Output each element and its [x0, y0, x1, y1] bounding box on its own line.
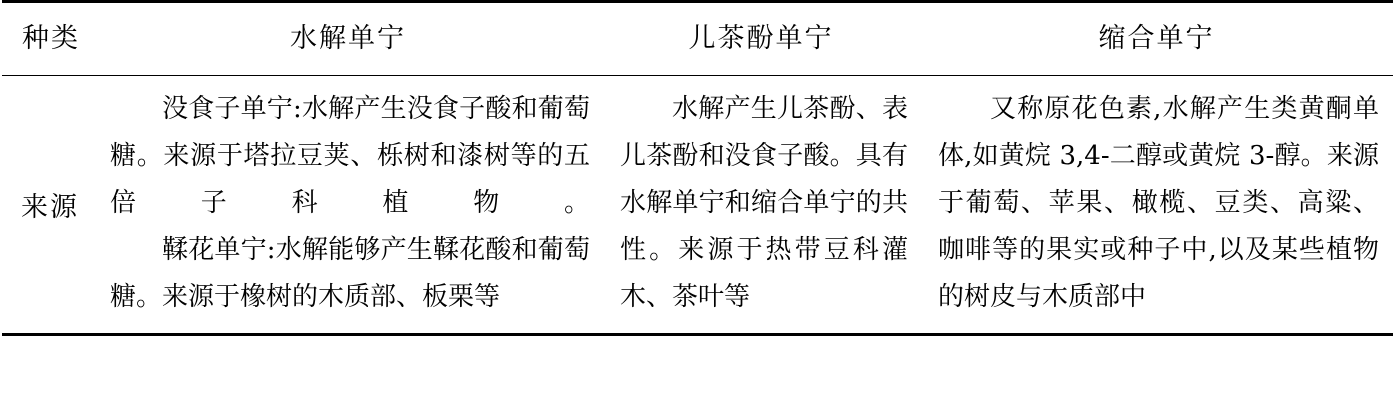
cell-hydrolyzable-source [94, 76, 602, 335]
tannin-comparison-table [2, 0, 1393, 336]
paragraph-catechol: 水解产生儿茶酚、表儿茶酚和没食子酸。具有水解单宁和缩合单宁的共性。来源于热带豆科灌木、茶叶等 [620, 94, 908, 312]
header-label-hydrolyzable: 水解单宁 [290, 23, 406, 54]
header-cell-kind [2, 2, 94, 76]
table-header-row [2, 2, 1393, 76]
paragraph-gallotannin: 没食子单宁:水解产生没食子酸和葡萄糖。来源于塔拉豆荚、栎树和漆树等的五倍子科植物。 [110, 94, 590, 218]
header-cell-catechol [602, 2, 920, 76]
table-row-source [2, 76, 1393, 335]
cell-text-condensed [920, 76, 1393, 333]
cell-text-catechol [602, 76, 920, 333]
cell-catechol-source [602, 76, 920, 335]
header-label-condensed: 缩合单宁 [1098, 23, 1215, 54]
header-cell-condensed [920, 2, 1393, 76]
cell-text-hydrolyzable [94, 76, 602, 333]
row-label-cell-source [2, 76, 94, 335]
header-label-kind: 种类 [22, 23, 80, 54]
cell-condensed-source [920, 76, 1393, 335]
paragraph-condensed: 又称原花色素,水解产生类黄酮单体,如黄烷 3,4-二醇或黄烷 3-醇。来源于葡萄、苹果、橄榄、豆类、高粱、咖啡等的果实或种子中,以及某些植物的树皮与木质部中 [938, 94, 1379, 312]
paragraph-ellagitannin: 鞣花单宁:水解能够产生鞣花酸和葡萄糖。来源于橡树的木质部、板栗等 [110, 235, 590, 312]
row-label-source: 来源 [21, 192, 79, 223]
header-cell-hydrolyzable [94, 2, 602, 76]
header-label-catechol: 儿茶酚单宁 [688, 23, 834, 54]
